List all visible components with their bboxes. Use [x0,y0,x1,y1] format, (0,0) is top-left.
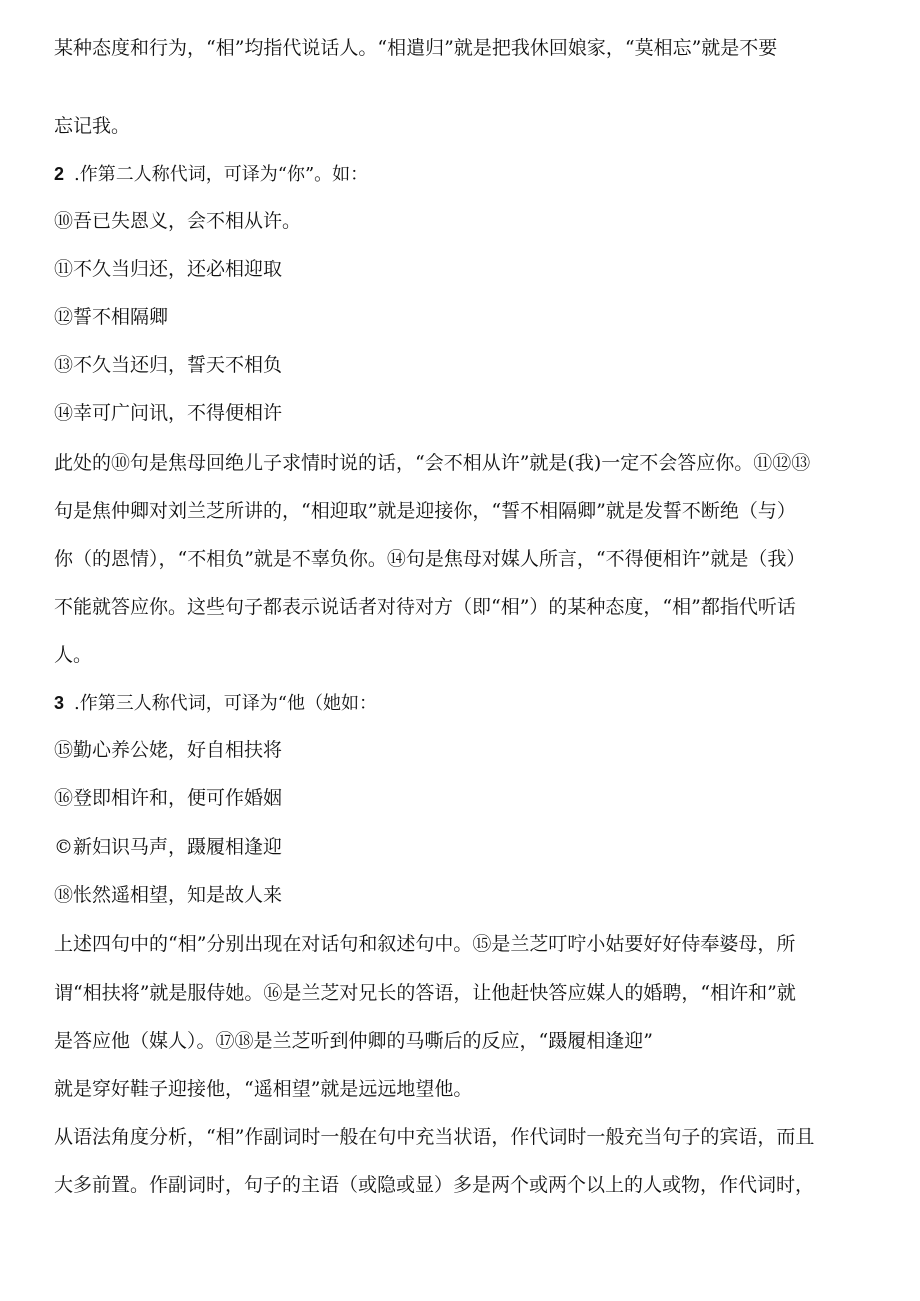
example-sentence: ⑮勤心养公姥，好自相扶将 [54,739,283,761]
text-line: 你（的恩情），“不相负”就是不辜负你。⑭句是焦母对媒人所言，“不得便相许”就是（我） [54,548,806,570]
example-sentence: ⑫誓不相隔卿 [54,306,169,328]
text-line: 是答应他（媒人）。⑰⑱是兰芝听到仲卿的马嘶后的反应，“蹑履相逢迎” [54,1030,653,1052]
text-line: 谓“相扶将”就是服侍她。⑯是兰芝对兄长的答语，让他赶快答应媒人的婚聘，“相许和”就 [54,982,796,1004]
section-heading-2 [54,161,894,188]
text-line: 人。 [54,644,93,666]
heading-text: .作第三人称代词，可译为“他（她如： [74,693,377,714]
heading-number: 3 [54,693,65,713]
text-line: 上述四句中的“相”分别出现在对话句和叙述句中。⑮是兰芝叮咛小姑要好好侍奉婆母，所 [54,933,796,955]
text-line: 不能就答应你。这些句子都表示说话者对待对方（即“相”）的某种态度，“相”都指代听话 [54,596,796,618]
section-heading-3 [54,690,894,717]
example-sentence: ©新妇识马声，蹑履相逢迎 [54,836,283,858]
text-line: 忘记我。 [54,115,131,137]
heading-number: 2 [54,164,65,184]
text-line: 大多前置。作副词时，句子的主语（或隐或显）多是两个或两个以上的人或物，作代词时， [54,1174,815,1196]
heading-text: .作第二人称代词，可译为“你”。如： [74,164,369,185]
text-line: 就是穿好鞋子迎接他，“遥相望”就是远远地望他。 [54,1078,473,1100]
text-line: 句是焦仲卿对刘兰芝所讲的，“相迎取”就是迎接你，“誓不相隔卿”就是发誓不断绝（与） [54,500,796,522]
example-sentence: ⑬不久当还归，誓天不相负 [54,354,283,376]
example-sentence: ⑱怅然遥相望，知是故人来 [54,884,283,906]
example-sentence: ⑩吾已失恩义，会不相从许。 [54,210,302,232]
example-sentence: ⑯登即相许和，便可作婚姻 [54,787,283,809]
text-line: 某种态度和行为，“相”均指代说话人。“相遣归”就是把我休回娘家，“莫相忘”就是不要 [54,37,778,59]
text-line: 从语法角度分析，“相”作副词时一般在句中充当状语，作代词时一般充当句子的宾语，而且 [54,1126,815,1148]
example-sentence: ⑪不久当归还，还必相迎取 [54,258,283,280]
text-line: 此处的⑩句是焦母回绝儿子求情时说的话，“会不相从许”就是(我)一定不会答应你。⑪⑫⑬ [54,452,811,474]
example-sentence: ⑭幸可广问讯，不得便相许 [54,402,283,424]
